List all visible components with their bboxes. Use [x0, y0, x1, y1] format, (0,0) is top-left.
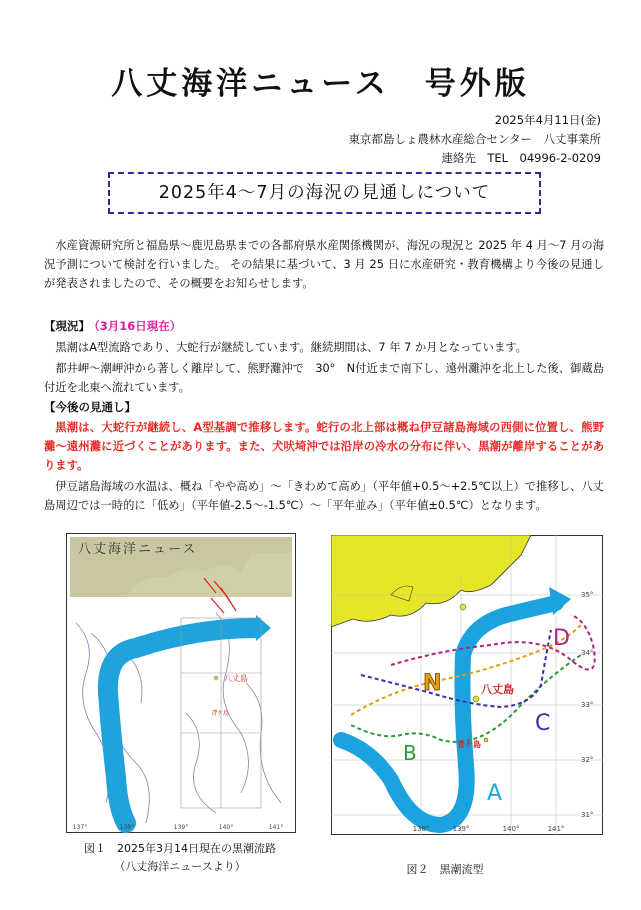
type-c-label: C	[535, 711, 551, 736]
figure-2-caption: 図２ 黒潮流型	[406, 863, 484, 876]
aoga-island-label: 青ケ島	[211, 710, 230, 717]
intro-paragraph: 水産資源研究所と福島県～鹿児島県までの各都府県水産関係機関が、海況の現況と 2025 年 4 月～7 月の海況予測について検討を行いました。 その結果に基づいて、3 月 25 日に水産研究・教育機構より今後の見通しが発表されましたので、その概要をお知らせします。	[44, 239, 604, 290]
hachijo-island-marker	[214, 676, 219, 681]
outlook-temperature-paragraph: 伊豆諸島海域の水温は、概ね「やや高め」～「きわめて高め」（平年値+0.5～+2.5℃以上）で推移し、八丈島周辺では一時的に「低め」（平年値-2.5～-1.5℃）～「平年並み」（平年値±0.5℃）となります。	[44, 480, 604, 512]
figure-1-caption	[55, 840, 305, 876]
organization-name: 東京都島しょ農林水産総合センター 八丈事業所	[348, 132, 601, 146]
svg-text:141°: 141°	[268, 824, 284, 831]
aoga-island-label: 青ケ島	[457, 740, 481, 749]
svg-text:138°: 138°	[119, 824, 135, 831]
figure-1-caption-line-1: 図１ 2025年3月14日現在の黒潮流路	[84, 842, 276, 855]
figure-1-caption-line-2: （八丈海洋ニュースより）	[114, 860, 246, 873]
svg-text:140°: 140°	[502, 825, 520, 833]
svg-text:141°: 141°	[547, 825, 565, 833]
outlook-highlight-paragraph: 黒潮は、大蛇行が継続し、A型基調で推移します。蛇行の北上部は概ね伊豆諸島海域の西側に位置し、熊野灘～遠州灘に近づくことがあります。また、犬吠埼沖では沿岸の冷水の分布に伴い、黒潮が離岸することがあります。	[44, 421, 604, 472]
type-d-label: D	[553, 626, 570, 651]
svg-text:140°: 140°	[218, 824, 234, 831]
current-paragraph-1: 黒潮はA型流路であり、大蛇行が継続しています。継続期間は、7 年 7 か月となっています。	[55, 341, 527, 354]
svg-text:138°: 138°	[412, 825, 430, 833]
svg-text:35°: 35°	[581, 591, 594, 599]
svg-text:34°: 34°	[581, 649, 594, 657]
page-title: 八丈海洋ニュース 号外版	[111, 66, 530, 102]
current-label: 【現況】	[44, 319, 90, 333]
figure-1-label: 八丈海洋ニュース	[78, 542, 198, 557]
svg-text:33°: 33°	[581, 701, 594, 709]
current-paragraph-2: 都井岬～潮岬沖から著しく離岸して、熊野灘沖で 30° N付近まで南下し、遠州灘沖を北上した後、御蔵島付近を北東へ流れています。	[44, 362, 604, 394]
hachijo-island-label: 八丈島	[224, 674, 248, 683]
svg-text:137°: 137°	[72, 824, 88, 831]
type-a-label: A	[487, 781, 503, 806]
current-date: （3月16日現在）	[94, 319, 182, 333]
issue-date: 2025年4月11日(金)	[494, 113, 601, 127]
type-n-label: N	[423, 671, 442, 696]
current-section-heading	[44, 318, 181, 334]
svg-text:31°: 31°	[581, 811, 594, 819]
svg-text:139°: 139°	[173, 824, 189, 831]
contact-info: 連絡先 TEL 04996-2-0209	[441, 151, 601, 165]
subject-box: 2025年4～7月の海況の見通しについて	[108, 172, 541, 214]
figure-1-kuroshio-path-map	[66, 533, 296, 833]
hachijo-island-label: 八丈島	[481, 683, 514, 696]
type-b-label: B	[403, 741, 417, 765]
svg-text:139°: 139°	[452, 825, 470, 833]
outlook-section-heading: 【今後の見通し】	[44, 400, 136, 414]
figure-2-kuroshio-types-map	[331, 535, 603, 835]
svg-text:32°: 32°	[581, 756, 594, 764]
